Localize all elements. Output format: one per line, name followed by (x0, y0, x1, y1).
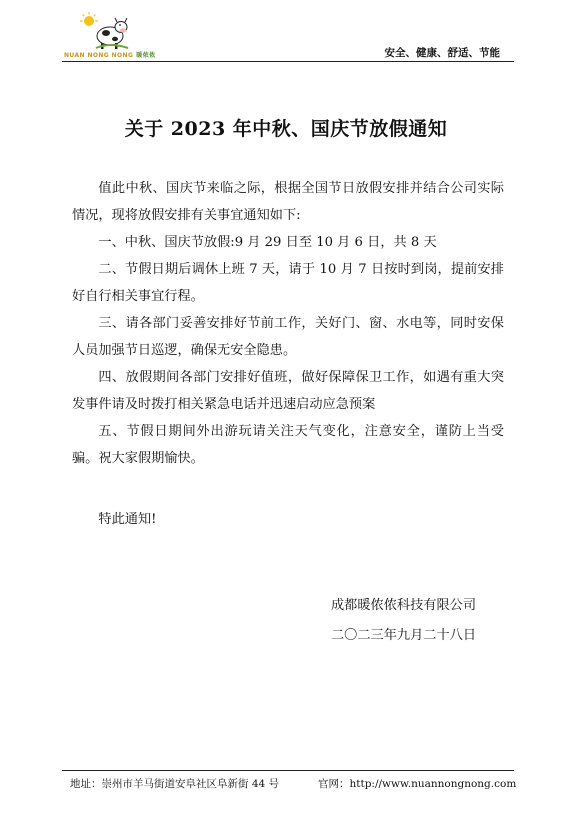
footer-address: 地址：崇州市羊马街道安阜社区阜新街 44 号 (70, 778, 280, 790)
notice-title: 关于 2023 年中秋、国庆节放假通知 (124, 118, 448, 140)
notice-paragraph: 一、中秋、国庆节放假:9 月 29 日至 10 月 6 日，共 8 天 (98, 235, 437, 250)
header-divider (62, 61, 514, 62)
notice-paragraph: 二、节假日期后调休上班 7 天，请于 10 月 7 日按时到岗，提前安排好自行相关事宜行程。 (72, 262, 504, 304)
notice-paragraph: 值此中秋、国庆节来临之际，根据全国节日放假安排并结合公司实际情况，现将放假安排有关事宜通知如下: (72, 181, 504, 223)
notice-paragraph: 五、节假日期间外出游玩请关注天气变化，注意安全，谨防上当受骗。祝大家假期愉快。 (72, 424, 504, 466)
header-slogan: 安全、健康、舒适、节能 (384, 47, 500, 59)
logo-text-en: NUAN NONG NONG (64, 52, 134, 59)
signature-company: 成都暖侬侬科技有限公司 (331, 598, 477, 613)
notice-paragraph: 四、放假期间各部门安排好值班，做好保障保卫工作，如遇有重大突发事件请及时拨打相关紧急电话并迅速启动应急预案 (72, 370, 504, 412)
cow-logo-icon (80, 12, 134, 50)
closing-remark: 特此通知! (98, 512, 157, 527)
company-logo (62, 12, 156, 59)
footer-divider (62, 770, 514, 771)
signature-date: 二〇二三年九月二十八日 (331, 628, 477, 643)
logo-text-cn: 暖侬侬 (136, 52, 156, 59)
notice-paragraph: 三、请各部门妥善安排好节前工作，关好门、窗、水电等，同时安保人员加强节日巡逻，确保无安全隐患。 (72, 316, 504, 358)
notice-body (72, 175, 504, 472)
footer-website: 官网：http://www.nuannongnong.com (318, 778, 517, 790)
